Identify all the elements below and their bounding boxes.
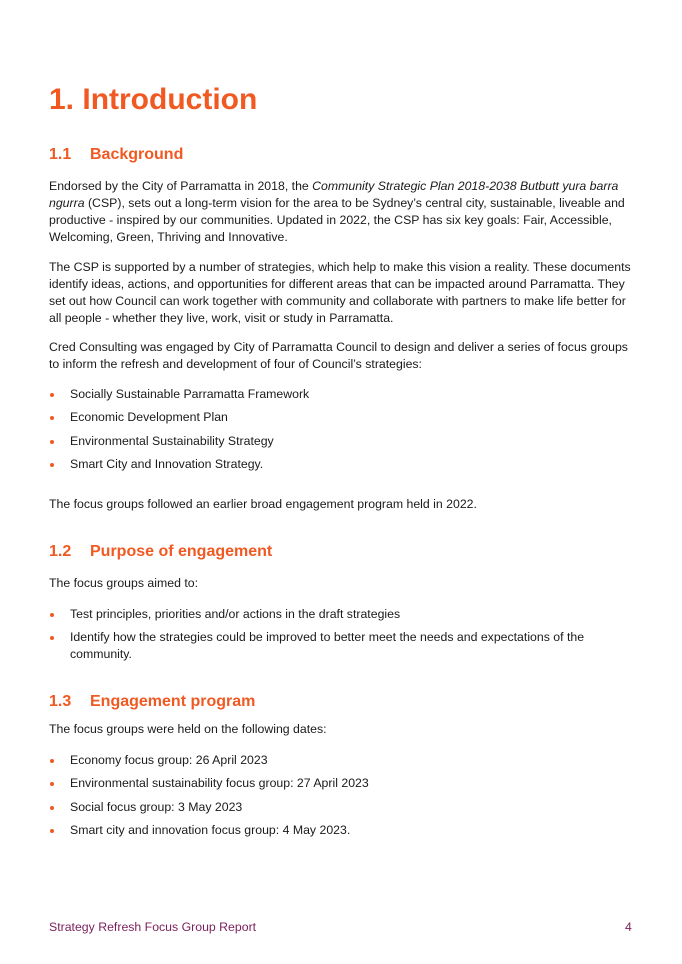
text-run: Endorsed by the City of Parramatta in 2018, the bbox=[49, 179, 313, 193]
list-item bbox=[49, 386, 639, 403]
dates-list bbox=[49, 752, 639, 839]
list-item-text: Economy focus group: 26 April 2023 bbox=[70, 753, 268, 767]
list-item-text: Environmental sustainability focus group: 27 April 2023 bbox=[70, 776, 369, 791]
csp-title-italic: Community Strategic Plan 2018-2038 Butbutt yura barra ngurra bbox=[49, 179, 619, 210]
bullet-icon bbox=[50, 463, 54, 467]
bullet-icon bbox=[50, 613, 54, 617]
section-heading-background bbox=[49, 145, 183, 165]
list-item-text: Test principles, priorities and/or actions in the draft strategies bbox=[70, 607, 401, 621]
strategies-list bbox=[49, 386, 639, 473]
list-item bbox=[49, 775, 639, 792]
bullet-icon bbox=[50, 416, 54, 420]
list-item-text: Economic Development Plan bbox=[70, 410, 228, 425]
background-paragraph-1 bbox=[49, 178, 639, 246]
list-item bbox=[49, 752, 639, 769]
text-run: (CSP), sets out a long-term vision for the area to be Sydney’s central city, sustainable, liveable and productive - inspired by our communities. Updated in 2022, the CSP has six key goals: Fair, Accessible, Welcoming, Green, Thriving and Innovative. bbox=[49, 196, 625, 244]
bullet-icon bbox=[50, 440, 54, 444]
background-paragraph-4: The focus groups followed an earlier broad engagement program held in 2022. bbox=[49, 497, 477, 511]
list-item bbox=[49, 456, 639, 473]
background-paragraph-3: Cred Consulting was engaged by City of Parramatta Council to design and deliver a series of focus groups to inform the refresh and development of four of Council’s strategies: bbox=[49, 340, 628, 371]
list-item-text: Environmental Sustainability Strategy bbox=[70, 433, 274, 448]
page-title: 1. Introduction bbox=[49, 83, 258, 116]
list-item-text: Socially Sustainable Parramatta Framework bbox=[70, 387, 310, 401]
bullet-icon bbox=[50, 782, 54, 786]
section-title: Purpose of engagement bbox=[90, 543, 273, 560]
list-item bbox=[49, 799, 639, 816]
bullet-icon bbox=[50, 636, 54, 640]
list-item bbox=[49, 629, 639, 663]
list-item bbox=[49, 822, 639, 839]
list-item-text: Smart City and Innovation Strategy. bbox=[70, 456, 264, 471]
bullet-icon bbox=[50, 759, 54, 763]
purpose-intro: The focus groups aimed to: bbox=[49, 576, 199, 590]
program-intro: The focus groups were held on the following dates: bbox=[49, 722, 327, 736]
footer-page-number: 4 bbox=[625, 920, 632, 934]
bullet-icon bbox=[50, 829, 54, 833]
section-title: Engagement program bbox=[90, 693, 256, 710]
footer-document-title: Strategy Refresh Focus Group Report bbox=[49, 920, 257, 934]
section-number: 1.2 bbox=[49, 543, 72, 560]
section-heading-program bbox=[49, 692, 255, 712]
list-item-text: Identify how the strategies could be improved to better meet the needs and expectations of the community. bbox=[70, 630, 585, 662]
list-item bbox=[49, 606, 639, 623]
list-item bbox=[49, 409, 639, 426]
background-paragraph-2: The CSP is supported by a number of strategies, which help to make this vision a reality. These documents identify ideas, actions, and opportunities for different areas that can be impacted around Parramatta. They set out how Council can work together with community and collaborate with partners to make life better for all people - whether they live, work, visit or study in Parramatta. bbox=[49, 260, 631, 325]
section-number: 1.1 bbox=[49, 146, 72, 163]
list-item-text: Smart city and innovation focus group: 4 May 2023. bbox=[70, 822, 351, 837]
bullet-icon bbox=[50, 393, 54, 397]
bullet-icon bbox=[50, 806, 54, 810]
list-item-text: Social focus group: 3 May 2023 bbox=[70, 799, 243, 814]
purpose-list bbox=[49, 606, 639, 663]
section-title: Background bbox=[90, 146, 184, 163]
list-item bbox=[49, 433, 639, 450]
section-number: 1.3 bbox=[49, 693, 72, 710]
section-heading-purpose bbox=[49, 542, 272, 562]
